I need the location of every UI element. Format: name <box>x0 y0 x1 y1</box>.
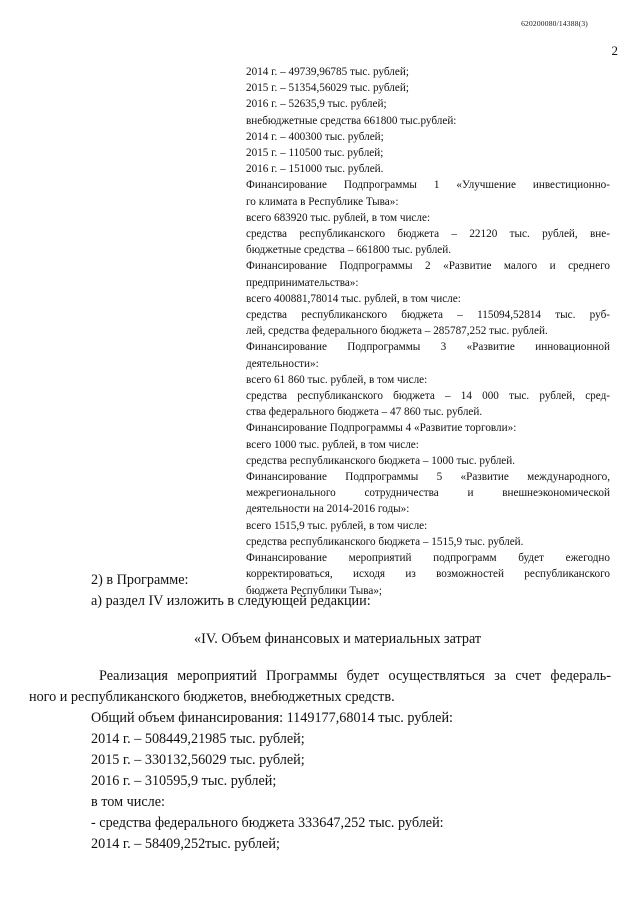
text-line: всего 1515,9 тыс. рублей, в том числе: <box>246 519 428 532</box>
text-line: всего 400881,78014 тыс. рублей, в том числе: <box>246 292 461 305</box>
text-line: всего 683920 тыс. рублей, в том числе: <box>246 211 431 224</box>
text-line: средства республиканского бюджета – 1000 тыс. рублей. <box>246 454 516 467</box>
document-code: 620200080/14388(3) <box>521 19 588 28</box>
federal-2014-funding: 2014 г. – 58409,252тыс. рублей; <box>91 836 280 852</box>
text-line: Финансирование Подпрограммы 3 «Развитие инновационной <box>246 341 610 354</box>
text-line: бюджетные средства – 661800 тыс. рублей. <box>246 244 452 257</box>
list-item-a: а) раздел IV изложить в следующей редакции: <box>91 593 371 609</box>
text-line: корректироваться, исходя из возможностей республиканского <box>246 568 610 581</box>
section-heading: «IV. Объем финансовых и материальных затрат <box>194 631 482 647</box>
text-line: Финансирование Подпрограммы 1 «Улучшение инвестиционно- <box>246 179 610 192</box>
text-line: средства республиканского бюджета – 14 000 тыс. рублей, сред- <box>246 390 610 403</box>
text-line: 2015 г. – 110500 тыс. рублей; <box>246 147 384 160</box>
text-line: предпринимательства»: <box>246 276 359 289</box>
text-line: деятельности»: <box>246 357 319 370</box>
page-number: 2 <box>611 43 618 58</box>
amendment-text-block <box>246 64 610 599</box>
text-line: средства республиканского бюджета – 115094,52814 тыс. руб- <box>246 309 610 322</box>
year-2016-funding: 2016 г. – 310595,9 тыс. рублей; <box>91 773 277 789</box>
year-2014-funding: 2014 г. – 508449,21985 тыс. рублей; <box>91 731 305 747</box>
program-section-block <box>29 570 611 855</box>
text-line: го климата в Республике Тыва»: <box>246 195 399 208</box>
year-2015-funding: 2015 г. – 330132,56029 тыс. рублей; <box>91 752 305 768</box>
federal-budget-funding: - средства федерального бюджета 333647,252 тыс. рублей: <box>91 815 444 831</box>
text-line: 2016 г. – 52635,9 тыс. рублей; <box>246 98 387 111</box>
paragraph-line: ного и республиканского бюджетов, внебюджетных средств. <box>29 689 395 705</box>
text-line: средства республиканского бюджета – 22120 тыс. рублей, вне- <box>246 228 610 241</box>
text-line: 2015 г. – 51354,56029 тыс. рублей; <box>246 82 409 95</box>
text-line: средства республиканского бюджета – 1515,9 тыс. рублей. <box>246 535 524 548</box>
total-funding: Общий объем финансирования: 1149177,68014 тыс. рублей: <box>91 710 453 726</box>
text-line: лей, средства федерального бюджета – 285787,252 тыс. рублей. <box>246 325 548 338</box>
text-line: 2014 г. – 49739,96785 тыс. рублей; <box>246 66 409 78</box>
text-line: Финансирование Подпрограммы 5 «Развитие международного, <box>246 471 610 484</box>
text-line: Финансирование Подпрограммы 4 «Развитие торговли»: <box>246 422 517 435</box>
paragraph-line: Реализация мероприятий Программы будет осуществляться за счет федераль- <box>99 668 611 684</box>
text-line: Финансирование мероприятий подпрограмм будет ежегодно <box>246 552 610 565</box>
text-line: всего 1000 тыс. рублей, в том числе: <box>246 438 419 451</box>
text-line: Финансирование Подпрограммы 2 «Развитие малого и среднего <box>246 260 610 273</box>
text-line: всего 61 860 тыс. рублей, в том числе: <box>246 373 428 386</box>
including-label: в том числе: <box>91 794 165 810</box>
text-line: деятельности на 2014-2016 годы»: <box>246 503 410 516</box>
text-line: 2014 г. – 400300 тыс. рублей; <box>246 130 384 143</box>
text-line: 2016 г. – 151000 тыс. рублей. <box>246 163 384 176</box>
text-line: ства федерального бюджета – 47 860 тыс. рублей. <box>246 406 483 419</box>
text-line: внебюджетные средства 661800 тыс.рублей: <box>246 114 457 127</box>
text-line: межрегионального сотрудничества и внешнеэкономической <box>246 487 610 500</box>
list-item-2: 2) в Программе: <box>91 572 189 588</box>
text-line: бюджета Республики Тыва»; <box>246 584 383 597</box>
